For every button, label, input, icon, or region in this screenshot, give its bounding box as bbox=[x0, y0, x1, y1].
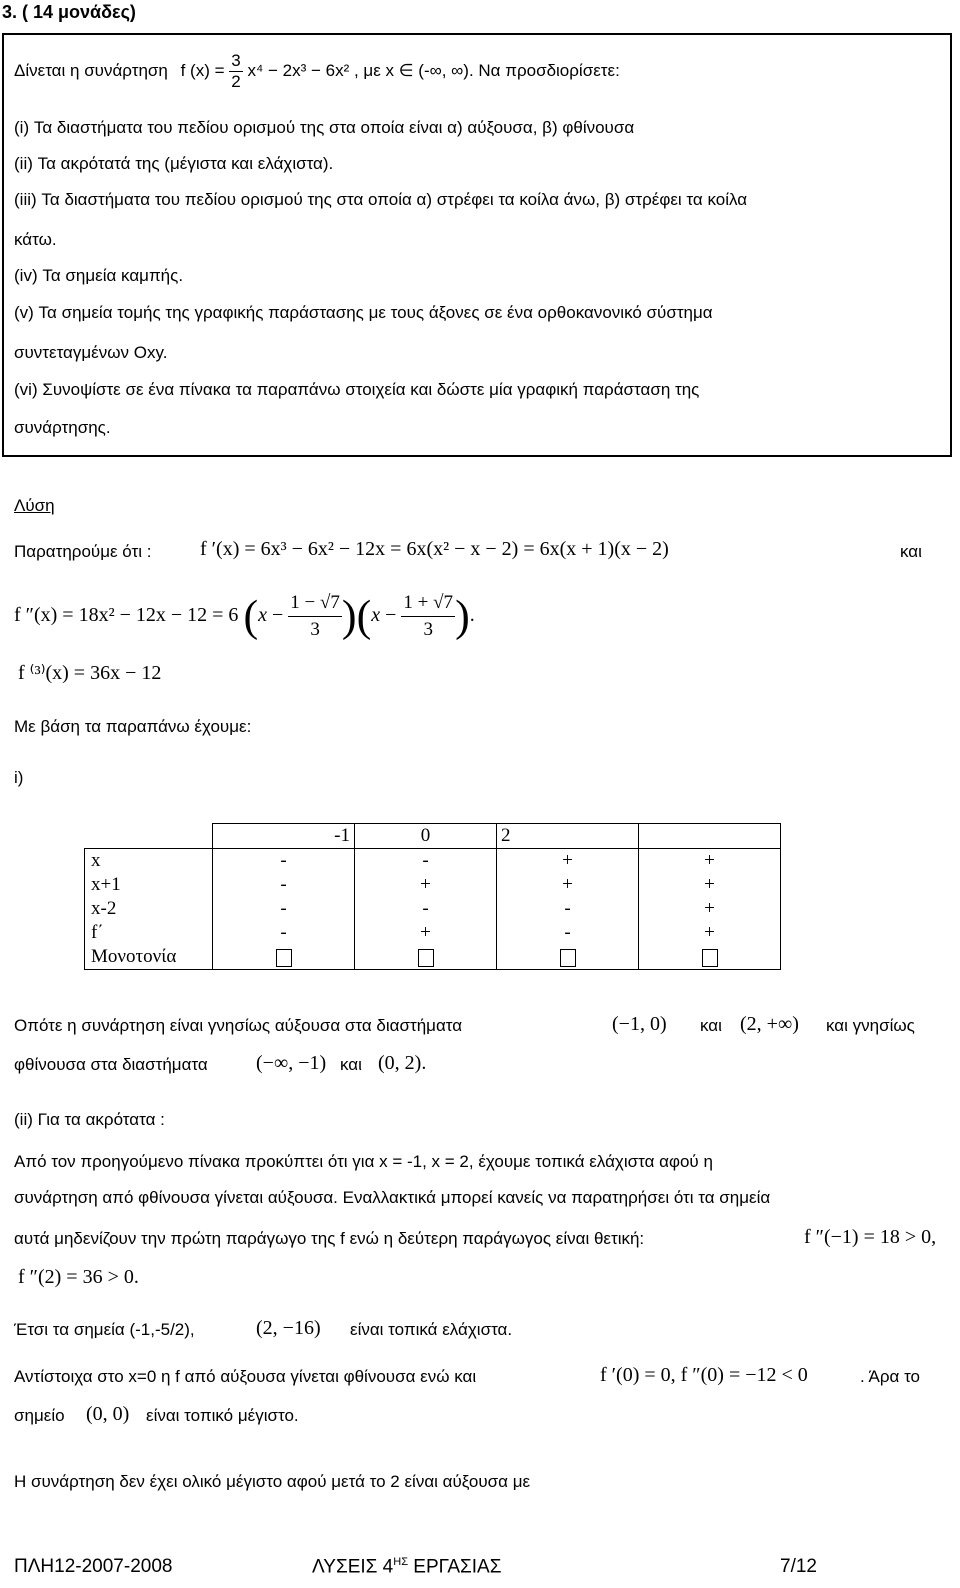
based-on: Με βάση τα παραπάνω έχουμε: bbox=[14, 717, 252, 736]
first-derivative: f ′(x) = 6x³ − 6x² − 12x = 6x(x² − x − 2) = 6x(x + 1)(x − 2) bbox=[200, 538, 669, 560]
table-header-cell: 0 bbox=[355, 824, 497, 849]
monotonicity-cell bbox=[355, 945, 497, 970]
minima-point: (2, −16) bbox=[256, 1317, 321, 1339]
problem-item: κάτω. bbox=[14, 230, 57, 249]
domain-text: , με x ∈ (-∞, ∞). Να προσδιορίσετε: bbox=[353, 61, 620, 80]
part-ii-title: (ii) Για τα ακρότατα : bbox=[14, 1110, 165, 1129]
monotonic-line1a: Οπότε η συνάρτηση είναι γνησίως αύξουσα στα διαστήματα bbox=[14, 1016, 463, 1035]
max-line-2a: σημείο bbox=[14, 1406, 65, 1425]
footer-center-a: ΛΥΣΕΙΣ 4 bbox=[312, 1556, 394, 1578]
sign-cell: + bbox=[639, 921, 781, 945]
arrow-placeholder-icon bbox=[560, 949, 576, 967]
max-line-2b: είναι τοπικό μέγιστο. bbox=[146, 1406, 299, 1425]
extrema-eq-2: f ″(2) = 36 > 0. bbox=[18, 1266, 139, 1288]
observe-label: Παρατηρούμε ότι : bbox=[14, 542, 152, 561]
monotonicity-cell bbox=[497, 945, 639, 970]
function-rest: x⁴ − 2x³ − 6x² bbox=[247, 61, 350, 80]
problem-item: (iii) Τα διαστήματα του πεδίου ορισμού της στα οποία α) στρέφει τα κοίλα άνω, β) στρέφει τα κοίλα bbox=[14, 190, 748, 209]
coef-numerator: 3 bbox=[231, 51, 241, 71]
table-corner bbox=[85, 824, 213, 849]
sign-table-header bbox=[85, 824, 781, 849]
arrow-placeholder-icon bbox=[702, 949, 718, 967]
sd-frac1-den: 3 bbox=[310, 618, 320, 640]
sign-cell: + bbox=[639, 849, 781, 874]
monotonicity-cell bbox=[213, 945, 355, 970]
interval-3: (−∞, −1) bbox=[256, 1052, 327, 1074]
extrema-line-1: Από τον προηγούμενο πίνακα προκύπτει ότι για x = -1, x = 2, έχουμε τοπικά ελάχιστα αφού η bbox=[14, 1152, 713, 1171]
footer-right: 7/12 bbox=[780, 1556, 817, 1577]
third-derivative: f ⁽³⁾(x) = 36x − 12 bbox=[18, 662, 162, 684]
footer-center-b: ΕΡΓΑΣΙΑΣ bbox=[408, 1556, 502, 1578]
sign-cell: + bbox=[639, 873, 781, 897]
monotonic-line1b: και γνησίως bbox=[826, 1016, 915, 1035]
problem-intro bbox=[14, 46, 620, 96]
footer-left: ΠΛΗ12-2007-2008 bbox=[14, 1556, 173, 1577]
max-line-1b: . Άρα το bbox=[860, 1367, 921, 1386]
sign-cell: - bbox=[213, 873, 355, 897]
row-label: Μονοτονία bbox=[85, 945, 213, 970]
sign-cell: + bbox=[355, 873, 497, 897]
interval-4: (0, 2). bbox=[378, 1052, 427, 1074]
table-row bbox=[85, 849, 781, 874]
sign-cell: - bbox=[213, 921, 355, 945]
sign-cell: + bbox=[497, 849, 639, 874]
coef-denominator: 2 bbox=[231, 72, 241, 92]
sd-fraction-1 bbox=[288, 590, 342, 643]
sign-table bbox=[84, 823, 781, 970]
footer-center-sup: ΗΣ bbox=[393, 1556, 408, 1568]
row-label: f΄ bbox=[85, 921, 213, 945]
problem-item: συντεταγμένων Oxy. bbox=[14, 343, 168, 362]
sd-frac1-num: 1 − √7 bbox=[288, 590, 342, 617]
monotonic-line2a: φθίνουσα στα διαστήματα bbox=[14, 1055, 208, 1074]
minima-line-b: είναι τοπικά ελάχιστα. bbox=[350, 1320, 513, 1339]
sign-cell: + bbox=[355, 921, 497, 945]
table-header-cell bbox=[639, 824, 781, 849]
max-line-1a: Αντίστοιχα στο x=0 η f από αύξουσα γίνεται φθίνουσα ενώ και bbox=[14, 1367, 477, 1386]
sd-fraction-2 bbox=[401, 590, 455, 643]
second-derivative-lhs: f ″(x) = 18x² − 12x − 12 = 6 bbox=[14, 604, 239, 626]
second-derivative: f ″(x) = 18x² − 12x − 12 = 6 (x − $\frac{1 - √7}{3}$ )(x − $\frac{1 + √7}{3}$ ). bbox=[14, 580, 475, 650]
max-point: (0, 0) bbox=[86, 1403, 130, 1425]
footer-center bbox=[312, 1556, 501, 1578]
extrema-line-3: αυτά μηδενίζουν την πρώτη παράγωγο της f ενώ η δεύτερη παράγωγος είναι θετική: bbox=[14, 1229, 645, 1248]
extrema-line-2: συνάρτηση από φθίνουσα γίνεται αύξουσα. Εναλλακτικά μπορεί κανείς να παρατηρήσει ότι τα σημεία bbox=[14, 1188, 771, 1207]
problem-item: (v) Τα σημεία τομής της γραφικής παράστασης με τους άξονες σε ένα ορθοκανονικό σύστημα bbox=[14, 303, 713, 322]
monotonic-and: και bbox=[700, 1016, 722, 1035]
sd-frac2-den: 3 bbox=[423, 618, 433, 640]
sign-cell: + bbox=[639, 897, 781, 921]
extrema-eq-1: f ″(−1) = 18 > 0, bbox=[804, 1226, 937, 1248]
row-label: x+1 bbox=[85, 873, 213, 897]
solution-title: Λύση bbox=[14, 496, 55, 515]
table-row bbox=[85, 897, 781, 921]
max-equation: f ′(0) = 0, f ″(0) = −12 < 0 bbox=[600, 1364, 808, 1386]
monotonicity-cell bbox=[639, 945, 781, 970]
problem-item: (iv) Τα σημεία καμπής. bbox=[14, 266, 184, 285]
problem-header: 3. ( 14 μονάδες) bbox=[2, 2, 136, 22]
sign-cell: - bbox=[213, 849, 355, 874]
sign-cell: - bbox=[213, 897, 355, 921]
intro-prefix: Δίνεται η συνάρτηση bbox=[14, 61, 168, 80]
table-header-cell: 2 bbox=[497, 824, 639, 849]
arrow-placeholder-icon bbox=[418, 949, 434, 967]
problem-item: συνάρτησης. bbox=[14, 418, 111, 437]
monotonic-and-2: και bbox=[340, 1055, 362, 1074]
sign-cell: - bbox=[497, 921, 639, 945]
row-label: x bbox=[85, 849, 213, 874]
table-row bbox=[85, 873, 781, 897]
part-i-label: i) bbox=[14, 768, 24, 787]
interval-1: (−1, 0) bbox=[612, 1013, 667, 1035]
table-row bbox=[85, 945, 781, 970]
sign-cell: - bbox=[355, 849, 497, 874]
problem-item: (i) Τα διαστήματα του πεδίου ορισμού της στα οποία είναι α) αύξουσα, β) φθίνουσα bbox=[14, 118, 635, 137]
and-word: και bbox=[900, 542, 922, 561]
problem-item: (ii) Τα ακρότατά της (μέγιστα και ελάχιστα). bbox=[14, 154, 334, 173]
interval-2: (2, +∞) bbox=[740, 1013, 799, 1035]
function-coefficient bbox=[229, 51, 242, 92]
row-label: x-2 bbox=[85, 897, 213, 921]
sign-cell: + bbox=[497, 873, 639, 897]
sign-cell: - bbox=[497, 897, 639, 921]
minima-line-a: Έτσι τα σημεία (-1,-5/2), bbox=[14, 1320, 195, 1339]
problem-item: (vi) Συνοψίστε σε ένα πίνακα τα παραπάνω στοιχεία και δώστε μία γραφική παράσταση της bbox=[14, 380, 700, 399]
sd-frac2-num: 1 + √7 bbox=[401, 590, 455, 617]
sign-cell: - bbox=[355, 897, 497, 921]
global-line: Η συνάρτηση δεν έχει ολικό μέγιστο αφού μετά το 2 είναι αύξουσα με bbox=[14, 1472, 531, 1491]
table-header-cell: -1 bbox=[213, 824, 355, 849]
function-lhs: f (x) = bbox=[180, 61, 225, 80]
table-row bbox=[85, 921, 781, 945]
arrow-placeholder-icon bbox=[276, 949, 292, 967]
